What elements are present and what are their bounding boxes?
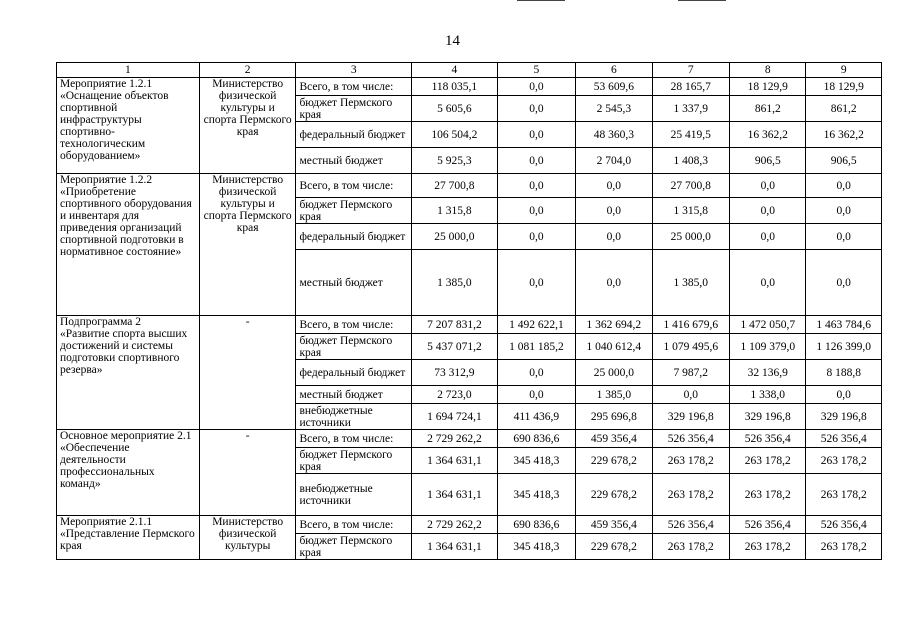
amount-cell: 1 416 679,6 [652, 316, 729, 334]
amount-cell: 263 178,2 [652, 474, 729, 516]
amount-cell: 526 356,4 [806, 430, 882, 448]
amount-cell: 0,0 [730, 224, 806, 250]
amount-cell: 1 081 185,2 [497, 334, 575, 360]
program-name-cell: Мероприятие 2.1.1 «Представление Пермского края [57, 516, 200, 560]
amount-cell: 263 178,2 [730, 534, 806, 560]
amount-cell: 0,0 [497, 250, 575, 316]
amount-cell: 229 678,2 [576, 474, 652, 516]
amount-cell: 18 129,9 [806, 78, 882, 96]
executor-cell: - [199, 430, 296, 516]
amount-cell: 53 609,6 [576, 78, 652, 96]
amount-cell: 2 729 262,2 [412, 516, 498, 534]
amount-cell: 7 207 831,2 [412, 316, 498, 334]
amount-cell: 0,0 [497, 122, 575, 148]
amount-cell: 0,0 [576, 174, 652, 198]
amount-cell: 906,5 [806, 148, 882, 174]
amount-cell: 0,0 [576, 224, 652, 250]
funding-source-cell: Всего, в том числе: [296, 78, 412, 96]
scan-top-line-left [517, 0, 565, 1]
table-header-row [57, 63, 882, 78]
amount-cell: 690 836,6 [497, 430, 575, 448]
amount-cell: 0,0 [806, 174, 882, 198]
amount-cell: 1 408,3 [652, 148, 729, 174]
amount-cell: 1 463 784,6 [806, 316, 882, 334]
funding-source-cell: местный бюджет [296, 386, 412, 404]
amount-cell: 2 723,0 [412, 386, 498, 404]
amount-cell: 1 315,8 [412, 198, 498, 224]
amount-cell: 16 362,2 [730, 122, 806, 148]
executor-cell: - [199, 316, 296, 430]
amount-cell: 1 364 631,1 [412, 474, 498, 516]
amount-cell: 345 418,3 [497, 448, 575, 474]
amount-cell: 28 165,7 [652, 78, 729, 96]
amount-cell: 8 188,8 [806, 360, 882, 386]
amount-cell: 526 356,4 [806, 516, 882, 534]
amount-cell: 229 678,2 [576, 534, 652, 560]
funding-source-cell: внебюджетные источники [296, 474, 412, 516]
header-cell: 4 [412, 63, 498, 78]
amount-cell: 1 338,0 [730, 386, 806, 404]
program-name-cell: Мероприятие 1.2.2 «Приобретение спортивного оборудования и инвентаря для приведения организаций спортивной подготовки в нормативное состояние» [57, 174, 200, 316]
amount-cell: 263 178,2 [652, 448, 729, 474]
amount-cell: 0,0 [806, 250, 882, 316]
amount-cell: 329 196,8 [806, 404, 882, 430]
header-cell: 6 [576, 63, 652, 78]
amount-cell: 263 178,2 [806, 448, 882, 474]
amount-cell: 1 492 622,1 [497, 316, 575, 334]
amount-cell: 1 109 379,0 [730, 334, 806, 360]
header-cell: 8 [730, 63, 806, 78]
table-row [57, 78, 882, 96]
amount-cell: 106 504,2 [412, 122, 498, 148]
amount-cell: 5 437 071,2 [412, 334, 498, 360]
amount-cell: 2 704,0 [576, 148, 652, 174]
amount-cell: 1 364 631,1 [412, 448, 498, 474]
amount-cell: 2 729 262,2 [412, 430, 498, 448]
executor-cell: Министерство физической культуры [199, 516, 296, 560]
amount-cell: 1 079 495,6 [652, 334, 729, 360]
program-name-cell: Подпрограмма 2 «Развитие спорта высших достижений и системы подготовки спортивного резерва» [57, 316, 200, 430]
amount-cell: 263 178,2 [730, 474, 806, 516]
amount-cell: 18 129,9 [730, 78, 806, 96]
amount-cell: 25 000,0 [652, 224, 729, 250]
amount-cell: 0,0 [730, 250, 806, 316]
amount-cell: 25 000,0 [576, 360, 652, 386]
amount-cell: 459 356,4 [576, 430, 652, 448]
table-row [57, 174, 882, 198]
amount-cell: 526 356,4 [652, 430, 729, 448]
table-row [57, 316, 882, 334]
executor-cell: Министерство физической культуры и спорта Пермского края [199, 174, 296, 316]
funding-source-cell: бюджет Пермского края [296, 448, 412, 474]
amount-cell: 5 925,3 [412, 148, 498, 174]
amount-cell: 5 605,6 [412, 96, 498, 122]
amount-cell: 1 385,0 [412, 250, 498, 316]
amount-cell: 25 419,5 [652, 122, 729, 148]
amount-cell: 1 126 399,0 [806, 334, 882, 360]
amount-cell: 263 178,2 [730, 448, 806, 474]
header-cell: 2 [199, 63, 296, 78]
amount-cell: 263 178,2 [806, 474, 882, 516]
amount-cell: 906,5 [730, 148, 806, 174]
amount-cell: 0,0 [730, 174, 806, 198]
amount-cell: 1 337,9 [652, 96, 729, 122]
amount-cell: 0,0 [806, 386, 882, 404]
header-cell: 1 [57, 63, 200, 78]
amount-cell: 1 385,0 [576, 386, 652, 404]
amount-cell: 32 136,9 [730, 360, 806, 386]
header-cell: 9 [806, 63, 882, 78]
amount-cell: 0,0 [497, 96, 575, 122]
funding-source-cell: местный бюджет [296, 250, 412, 316]
amount-cell: 1 315,8 [652, 198, 729, 224]
funding-source-cell: Всего, в том числе: [296, 516, 412, 534]
amount-cell: 0,0 [497, 148, 575, 174]
funding-source-cell: Всего, в том числе: [296, 316, 412, 334]
amount-cell: 0,0 [497, 198, 575, 224]
amount-cell: 690 836,6 [497, 516, 575, 534]
amount-cell: 118 035,1 [412, 78, 498, 96]
funding-source-cell: федеральный бюджет [296, 360, 412, 386]
amount-cell: 526 356,4 [652, 516, 729, 534]
table-row [57, 516, 882, 534]
amount-cell: 411 436,9 [497, 404, 575, 430]
amount-cell: 27 700,8 [412, 174, 498, 198]
amount-cell: 329 196,8 [730, 404, 806, 430]
amount-cell: 2 545,3 [576, 96, 652, 122]
header-cell: 5 [497, 63, 575, 78]
amount-cell: 459 356,4 [576, 516, 652, 534]
amount-cell: 329 196,8 [652, 404, 729, 430]
amount-cell: 16 362,2 [806, 122, 882, 148]
table-row [57, 430, 882, 448]
scan-top-line-right [678, 0, 726, 1]
amount-cell: 263 178,2 [652, 534, 729, 560]
amount-cell: 73 312,9 [412, 360, 498, 386]
budget-table [56, 62, 882, 560]
amount-cell: 48 360,3 [576, 122, 652, 148]
amount-cell: 0,0 [576, 198, 652, 224]
amount-cell: 526 356,4 [730, 430, 806, 448]
page-number: 14 [445, 33, 460, 49]
amount-cell: 0,0 [576, 250, 652, 316]
funding-source-cell: бюджет Пермского края [296, 534, 412, 560]
amount-cell: 861,2 [806, 96, 882, 122]
amount-cell: 0,0 [806, 224, 882, 250]
funding-source-cell: внебюджетные источники [296, 404, 412, 430]
amount-cell: 0,0 [497, 386, 575, 404]
header-cell: 3 [296, 63, 412, 78]
amount-cell: 1 385,0 [652, 250, 729, 316]
amount-cell: 861,2 [730, 96, 806, 122]
funding-source-cell: Всего, в том числе: [296, 174, 412, 198]
amount-cell: 263 178,2 [806, 534, 882, 560]
amount-cell: 0,0 [497, 78, 575, 96]
header-cell: 7 [652, 63, 729, 78]
amount-cell: 229 678,2 [576, 448, 652, 474]
funding-source-cell: федеральный бюджет [296, 224, 412, 250]
amount-cell: 0,0 [806, 198, 882, 224]
funding-source-cell: местный бюджет [296, 148, 412, 174]
program-name-cell: Мероприятие 1.2.1 «Оснащение объектов спортивной инфраструктуры спортивно-технологическим оборудованием» [57, 78, 200, 174]
funding-source-cell: Всего, в том числе: [296, 430, 412, 448]
funding-source-cell: бюджет Пермского края [296, 198, 412, 224]
funding-source-cell: бюджет Пермского края [296, 334, 412, 360]
amount-cell: 0,0 [497, 224, 575, 250]
amount-cell: 0,0 [497, 174, 575, 198]
amount-cell: 25 000,0 [412, 224, 498, 250]
funding-source-cell: бюджет Пермского края [296, 96, 412, 122]
program-name-cell: Основное мероприятие 2.1 «Обеспечение деятельности профессиональных команд» [57, 430, 200, 516]
amount-cell: 0,0 [497, 360, 575, 386]
amount-cell: 27 700,8 [652, 174, 729, 198]
funding-source-cell: федеральный бюджет [296, 122, 412, 148]
amount-cell: 7 987,2 [652, 360, 729, 386]
amount-cell: 345 418,3 [497, 534, 575, 560]
amount-cell: 0,0 [652, 386, 729, 404]
amount-cell: 1 040 612,4 [576, 334, 652, 360]
amount-cell: 526 356,4 [730, 516, 806, 534]
amount-cell: 295 696,8 [576, 404, 652, 430]
amount-cell: 1 472 050,7 [730, 316, 806, 334]
amount-cell: 345 418,3 [497, 474, 575, 516]
executor-cell: Министерство физической культуры и спорта Пермского края [199, 78, 296, 174]
amount-cell: 0,0 [730, 198, 806, 224]
amount-cell: 1 694 724,1 [412, 404, 498, 430]
amount-cell: 1 362 694,2 [576, 316, 652, 334]
amount-cell: 1 364 631,1 [412, 534, 498, 560]
